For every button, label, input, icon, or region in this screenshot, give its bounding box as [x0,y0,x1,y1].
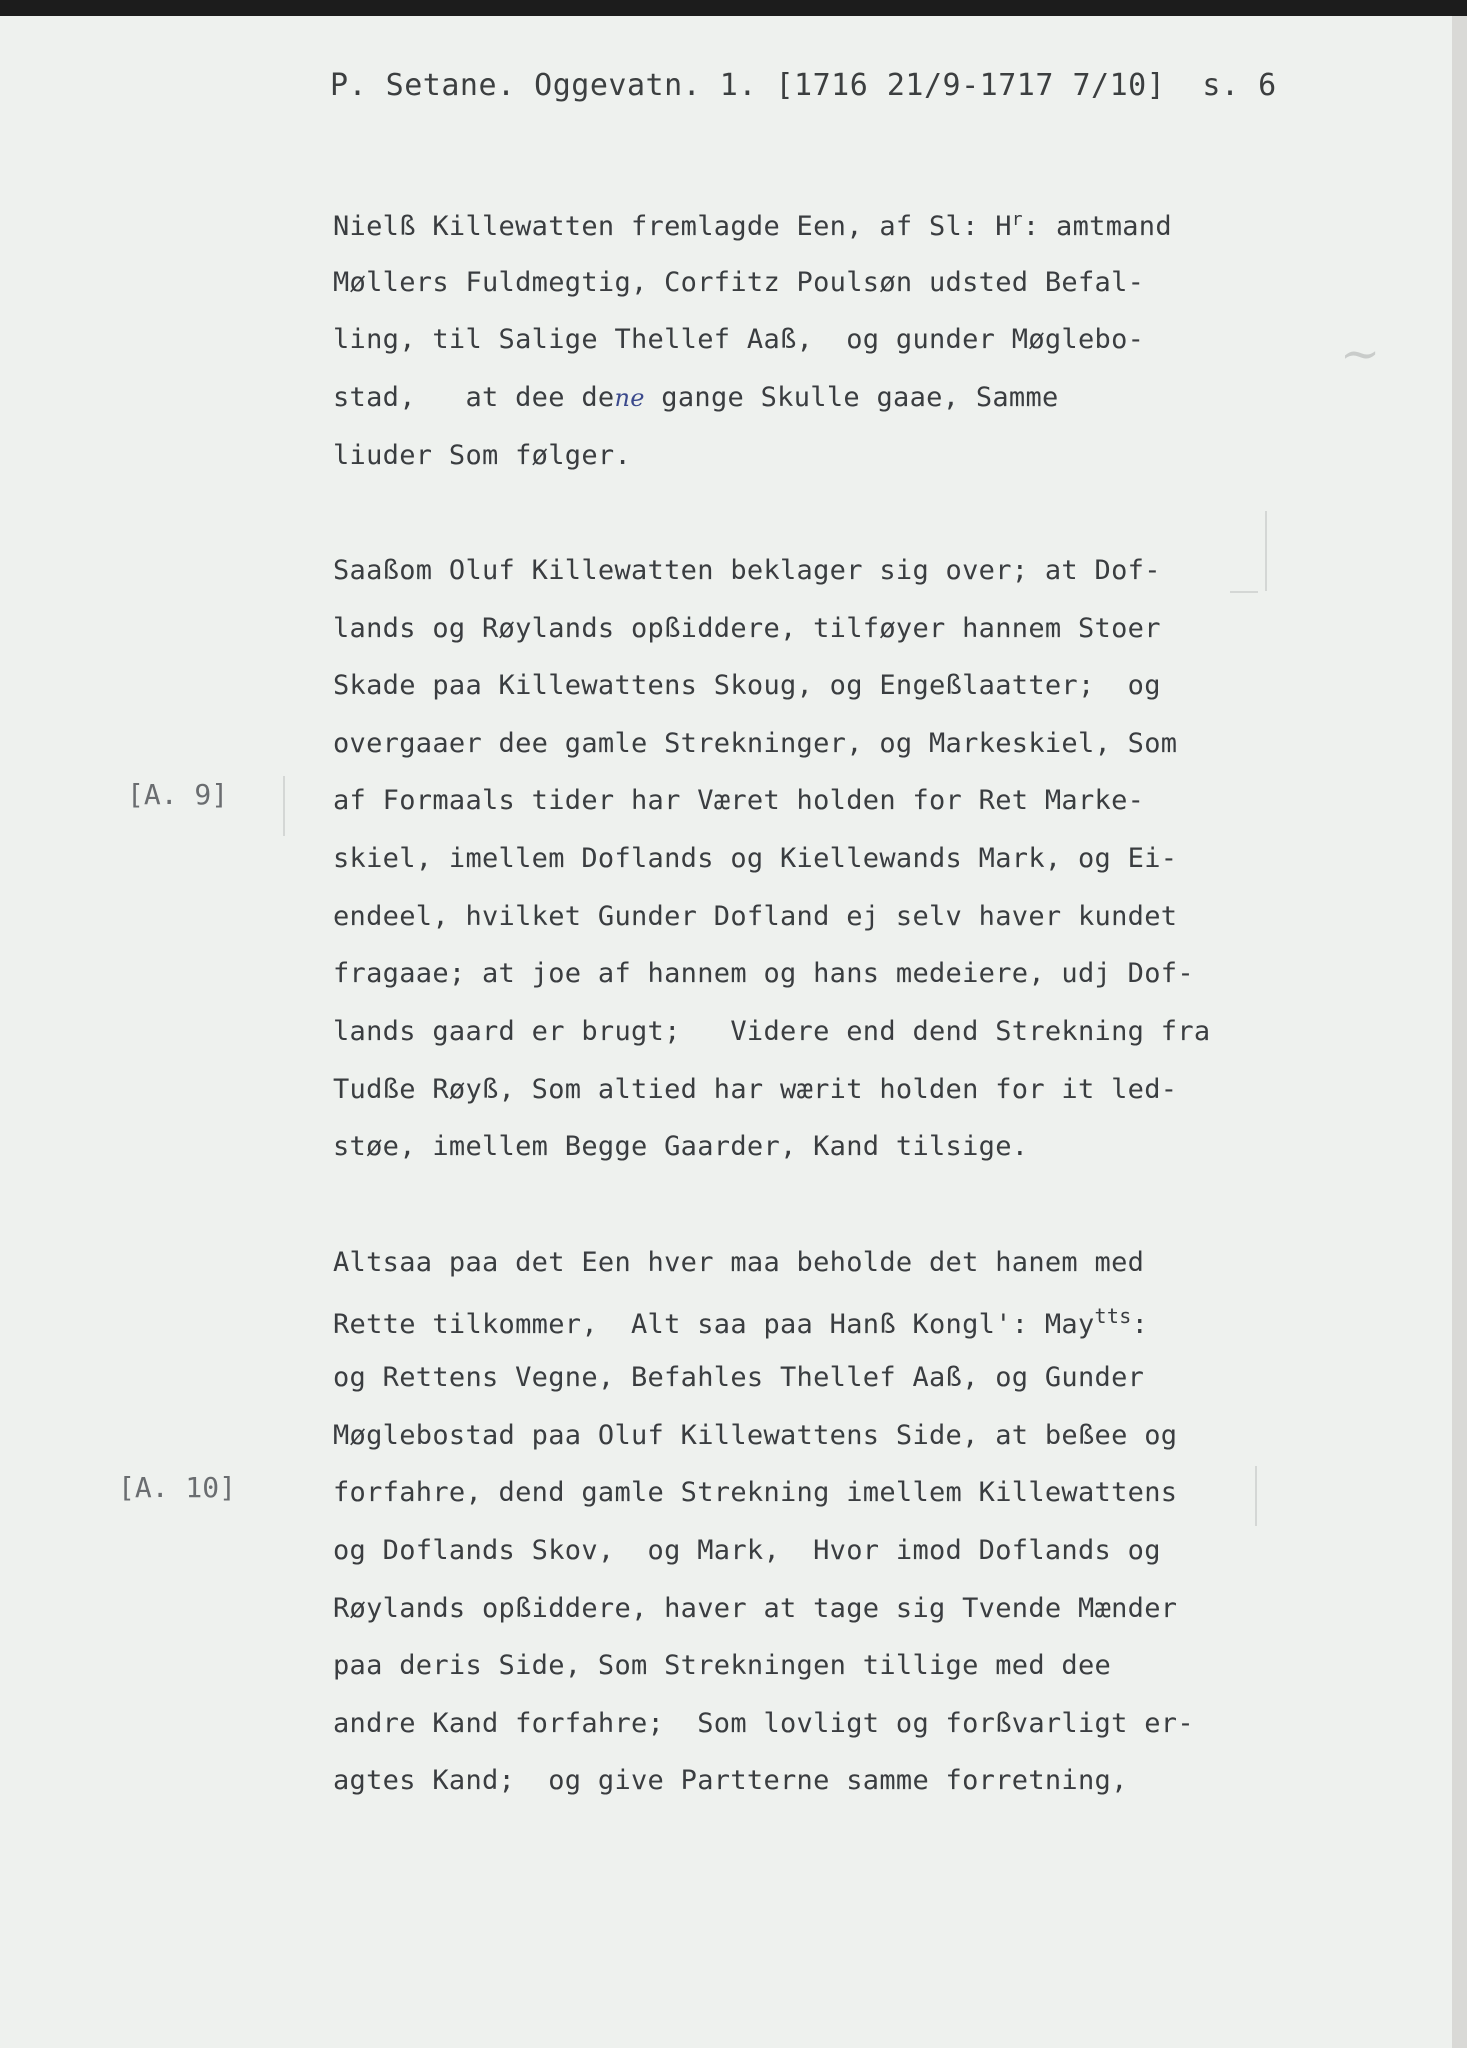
scan-edge [1452,16,1467,2048]
p1-line-5: liuder Som følger. [333,440,631,471]
p1-line-4-rest: gange Skulle gaae, Samme [644,382,1059,413]
pencil-mark: ~ [1340,326,1381,382]
p1-line-1 [333,209,1172,242]
p1-line-3: ling, til Salige Thellef Aaß, og gunder Møglebo- [333,324,1145,355]
p1-line-2: Møllers Fuldmegtig, Corfitz Poulsøn udsted Befal- [333,267,1145,298]
p2-line-2: lands og Røylands opßiddere, tilføyer hannem Stoer [333,613,1161,644]
p2-line-11: støe, imellem Begge Gaarder, Kand tilsige. [333,1131,1029,1162]
p3-line-9: andre Kand forfahre; Som lovligt og forßvarligt er- [333,1708,1194,1739]
p3-line-3: og Rettens Vegne, Befahles Thellef Aaß, og Gunder [333,1362,1145,1393]
p3-line-4: Møglebostad paa Oluf Killewattens Side, at beßee og [333,1420,1178,1451]
p3-line-2-tail: : [1131,1309,1149,1340]
p2-line-3: Skade paa Killewattens Skoug, og Engeßlaatter; og [333,670,1161,701]
margin-note-a9: [A. 9] [127,778,229,811]
p2-line-10: Tudße Røyß, Som altied har wærit holden for it led- [333,1074,1178,1105]
bleed-through-mark [1265,511,1267,591]
p1-line-1-tail: : amtmand [1022,211,1172,242]
document-page [0,16,1452,2048]
p3-line-7: Røylands opßiddere, haver at tage sig Tvende Mænder [333,1593,1178,1624]
p3-superscript: tts [1094,1304,1132,1328]
p3-line-2-text: Rette tilkommer, Alt saa paa Hanß Kongl': May [333,1309,1095,1340]
p1-line-1-text: Nielß Killewatten fremlagde Een, af Sl: H [333,211,1012,242]
p2-line-6: skiel, imellem Doflands og Kiellewands Mark, og Ei- [333,843,1178,874]
p1-line-4 [333,382,1059,413]
bleed-through-mark [1230,591,1258,593]
p1-handwritten-correction: ne [614,384,645,412]
p2-line-1: Saaßom Oluf Killewatten beklager sig over; at Dof- [333,555,1161,586]
p1-line-4-text: stad, at dee de [333,382,615,413]
p3-line-1: Altsaa paa det Een hver maa beholde det hanem med [333,1247,1145,1278]
p2-line-9: lands gaard er brugt; Videre end dend Strekning fra [333,1016,1211,1047]
p3-line-5: forfahre, dend gamle Strekning imellem Killewattens [333,1477,1178,1508]
p2-line-7: endeel, hvilket Gunder Dofland ej selv haver kundet [333,901,1178,932]
p2-line-4: overgaaer dee gamle Strekninger, og Markeskiel, Som [333,728,1178,759]
bleed-through-mark [283,776,285,836]
p3-line-8: paa deris Side, Som Strekningen tillige med dee [333,1650,1112,1681]
page-header: P. Setane. Oggevatn. 1. [1716 21/9-1717 7/10] s. 6 [330,68,1277,103]
p2-line-8: fragaae; at joe af hannem og hans medeiere, udj Dof- [333,958,1194,989]
p3-line-2 [333,1304,1148,1340]
p3-line-6: og Doflands Skov, og Mark, Hvor imod Doflands og [333,1535,1161,1566]
margin-note-a10: [A. 10] [118,1471,237,1504]
bleed-through-mark [1255,1466,1257,1526]
p1-superscript: r [1011,209,1023,230]
p3-line-10: agtes Kand; og give Partterne samme forretning, [333,1765,1128,1796]
p2-line-5: af Formaals tider har Været holden for Ret Marke- [333,785,1145,816]
